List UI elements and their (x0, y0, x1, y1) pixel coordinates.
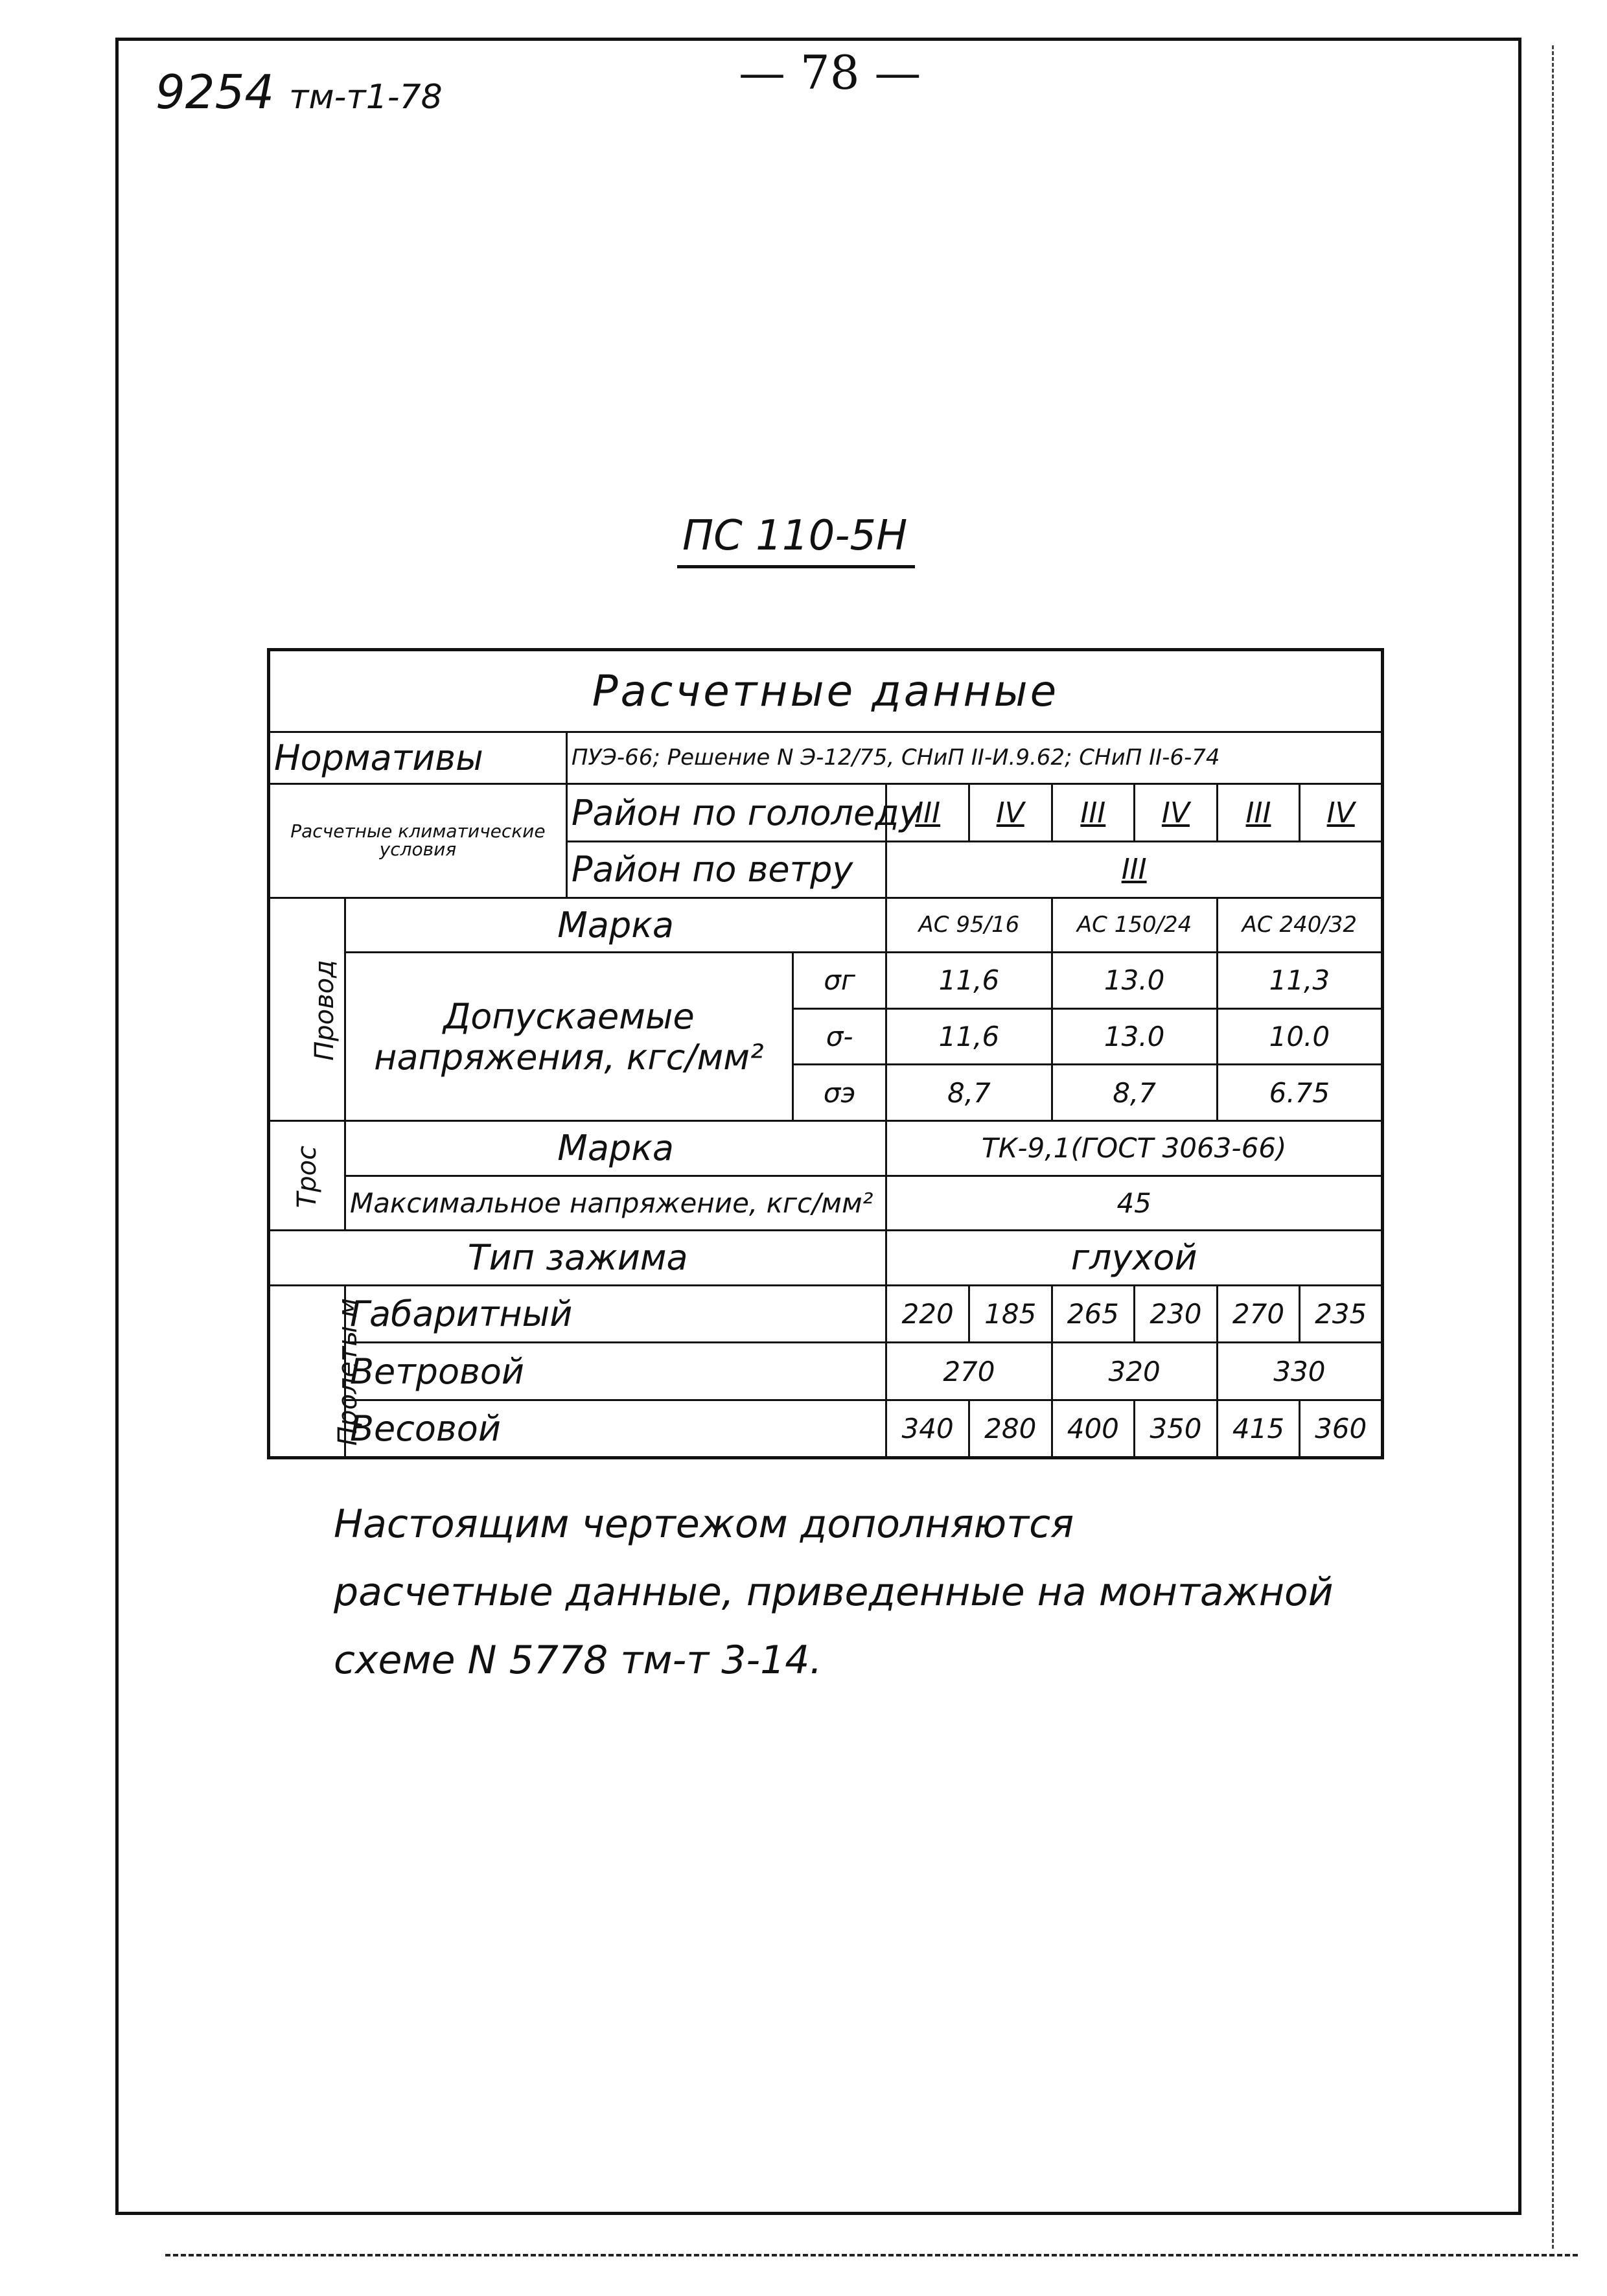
ice-value: IV (969, 784, 1052, 842)
ice-label: Район по гололеду (566, 784, 886, 842)
stress-value: 6.75 (1217, 1065, 1382, 1121)
clamp-value: глухой (886, 1231, 1383, 1286)
stress-value: 13.0 (1052, 953, 1217, 1009)
corner-code-main: 9254 (156, 65, 275, 119)
wind-span-value: 270 (886, 1343, 1052, 1400)
cable-mark-label: Марка (345, 1120, 886, 1176)
stress-symbol: σ- (792, 1008, 886, 1065)
norms-value: ПУЭ-66; Решение N Э-12/75, СНиП II-И.9.62; СНиП II-6-74 (566, 732, 1382, 783)
stress-value: 11,3 (1217, 953, 1382, 1009)
stress-value: 8,7 (886, 1065, 1052, 1121)
clamp-label: Тип зажима (269, 1231, 886, 1286)
wire-group-label (269, 898, 345, 1120)
spans-group-label (269, 1285, 363, 1457)
weight-span-value: 350 (1135, 1400, 1218, 1458)
weight-span-value: 360 (1300, 1400, 1383, 1458)
wire-mark: АС 150/24 (1052, 898, 1217, 953)
calculation-table (267, 648, 1384, 1459)
wind-value: III (886, 841, 1383, 898)
wind-span-value: 320 (1052, 1343, 1217, 1400)
stress-value: 11,6 (886, 1008, 1052, 1065)
weight-span-value: 415 (1217, 1400, 1300, 1458)
gabarit-value: 220 (886, 1285, 969, 1343)
stress-symbol: σг (792, 953, 886, 1009)
wind-label: Район по ветру (566, 841, 886, 898)
corner-code-suffix: тм-т1-78 (289, 78, 443, 117)
wind-span-value: 330 (1217, 1343, 1382, 1400)
wind-span-label: Ветровой (345, 1343, 886, 1400)
weight-span-value: 340 (886, 1400, 969, 1458)
wire-group-text: Провод (309, 959, 340, 1061)
cable-max-label: Максимальное напряжение, кгс/мм² (345, 1176, 886, 1231)
cable-max-value: 45 (886, 1176, 1383, 1231)
page-number: — 78 — (739, 45, 921, 100)
stress-value: 10.0 (1217, 1008, 1382, 1065)
ice-value: IV (1300, 784, 1383, 842)
climate-label: Расчетные климатические условия (269, 784, 567, 898)
stress-label (345, 953, 792, 1121)
corner-code (156, 65, 443, 119)
wire-mark: АС 95/16 (886, 898, 1052, 953)
ice-value: III (1217, 784, 1300, 842)
stress-symbol: σэ (792, 1065, 886, 1121)
note (334, 1490, 1370, 1695)
norms-label: Нормативы (269, 732, 567, 783)
cable-mark-value: ТК-9,1(ГОСТ 3063-66) (886, 1120, 1383, 1176)
ice-value: III (886, 784, 969, 842)
gabarit-value: 270 (1217, 1285, 1300, 1343)
note-line: расчетные данные, приведенные на монтажной (334, 1570, 1334, 1615)
document-title: ПС 110-5Н (677, 512, 915, 568)
stress-label-line2: напряжения, кгс/мм² (374, 1036, 764, 1078)
weight-span-value: 400 (1052, 1400, 1135, 1458)
stress-value: 8,7 (1052, 1065, 1217, 1121)
table-heading: Расчетные данные (269, 650, 1383, 732)
gabarit-label: Габаритный (345, 1285, 886, 1343)
ice-value: IV (1135, 784, 1218, 842)
cut-line-right (1552, 45, 1554, 2249)
gabarit-value: 265 (1052, 1285, 1135, 1343)
cut-line-bottom (165, 2254, 1578, 2256)
wire-mark-label: Марка (345, 898, 886, 953)
note-line: Настоящим чертежом дополняются (334, 1502, 1074, 1547)
ice-value: III (1052, 784, 1135, 842)
stress-value: 13.0 (1052, 1008, 1217, 1065)
weight-span-value: 280 (969, 1400, 1052, 1458)
stress-value: 11,6 (886, 953, 1052, 1009)
note-line: схеме N 5778 тм-т 3-14. (334, 1638, 822, 1683)
weight-span-label: Весовой (345, 1400, 886, 1458)
stress-label-line1: Допускаемые (443, 995, 695, 1037)
cable-group-text: Трос (292, 1145, 322, 1208)
gabarit-value: 185 (969, 1285, 1052, 1343)
gabarit-value: 235 (1300, 1285, 1383, 1343)
wire-mark: АС 240/32 (1217, 898, 1382, 953)
gabarit-value: 230 (1135, 1285, 1218, 1343)
cable-group-label (269, 1120, 345, 1230)
spans-group-text: Пролеты м (332, 1298, 363, 1446)
